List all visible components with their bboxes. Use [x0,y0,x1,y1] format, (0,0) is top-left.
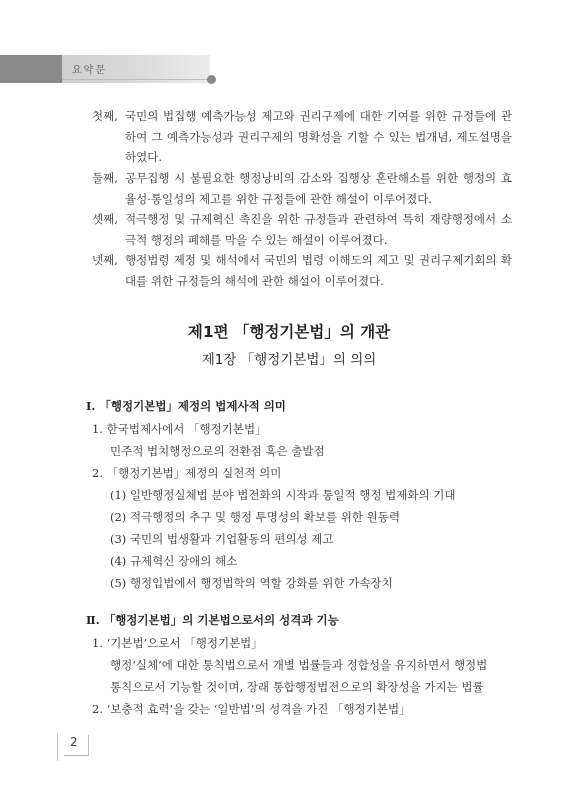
section1-sub-2: (2) 적극행정의 추구 및 행정 투명성의 확보를 위한 원동력 [110,510,400,524]
running-header: 요약문 [72,65,107,76]
section1-sub-3: (3) 국민의 법생활과 기업활동의 편의성 제고 [110,532,334,546]
header-rule [62,79,212,80]
header-dot [207,75,216,84]
section1-item1-label: 1. 한국법제사에서 「행정기본법」 [92,422,267,436]
part-title: 제1편 「행정기본법」의 개관 [187,323,391,341]
section1-sub-5: (5) 행정입법에서 행정법학의 역할 강화를 위한 가속장치 [110,576,393,590]
paragraph-marker: 첫째, [92,109,118,123]
paragraph-text: 공무집행 시 불필요한 행정낭비의 감소와 집행상 혼란해소를 위한 행정의 효율성·통일성의 제고를 위한 규정들에 관한 해설이 이루어졌다. [125,171,512,206]
page-number: 2 [70,735,78,749]
section-heading-1: Ⅰ. 「행정기본법」제정의 법제사적 의미 [86,399,286,413]
header-tab [0,55,62,83]
paragraph-marker: 둘째, [92,171,118,185]
chapter-title: 제1장 「행정기본법」의 의의 [201,352,377,368]
section2-item2-label: 2. ‘보충적 효력’을 갖는 ‘일반법’의 성격을 가진 「행정기본법」 [92,702,411,716]
paragraph-text: 행정법령 제정 및 해석에서 국민의 법령 이해도의 제고 및 권리구제기회의 확대를 위한 규정들의 해석에 관한 해설이 이루어졌다. [125,253,512,288]
paragraph-marker: 셋째, [92,212,118,226]
paragraph-text: 국민의 법집행 예측가능성 제고와 권리구제에 대한 기여를 위한 규정들에 관하여 그 예측가능성과 권리구제의 명확성을 기할 수 있는 법개념, 제도설명을 하였다. [125,109,512,164]
section2-item1-label: 1. ‘기본법’으로서 「행정기본법」 [92,636,263,650]
section2-item1-body-line2: 통칙으로서 기능할 것이며, 장래 통합행정법전으로의 확장성을 가지는 법률 [110,680,484,694]
paragraph-marker: 넷째, [92,253,118,267]
section1-sub-1: (1) 일반행정실체법 분야 법전화의 시작과 통일적 행정 법제화의 기대 [110,488,456,502]
section1-sub-4: (4) 규제혁신 장애의 해소 [110,554,238,568]
section-heading-2: Ⅱ. 「행정기본법」의 기본법으로서의 성격과 기능 [86,613,339,627]
footer-rule [57,733,58,761]
section2-item1-body-line1: 행정‘실체’에 대한 통칙법으로서 개별 법률들과 정합성을 유지하면서 행정법 [110,658,488,672]
intro-paragraph-2 [92,168,512,209]
intro-paragraph-3 [92,209,512,250]
section1-item2-label: 2. 「행정기본법」제정의 실천적 의미 [92,466,282,480]
intro-paragraph-4 [92,250,512,291]
section1-item1-body: 민주적 법치행정으로의 전환점 혹은 출발점 [110,444,325,458]
intro-paragraph-1 [92,106,512,168]
paragraph-text: 적극행정 및 규제혁신 촉진을 위한 규정들과 관련하여 특히 재량행정에서 소극적 행정의 폐해를 막을 수 있는 해설이 이루어졌다. [125,212,512,247]
